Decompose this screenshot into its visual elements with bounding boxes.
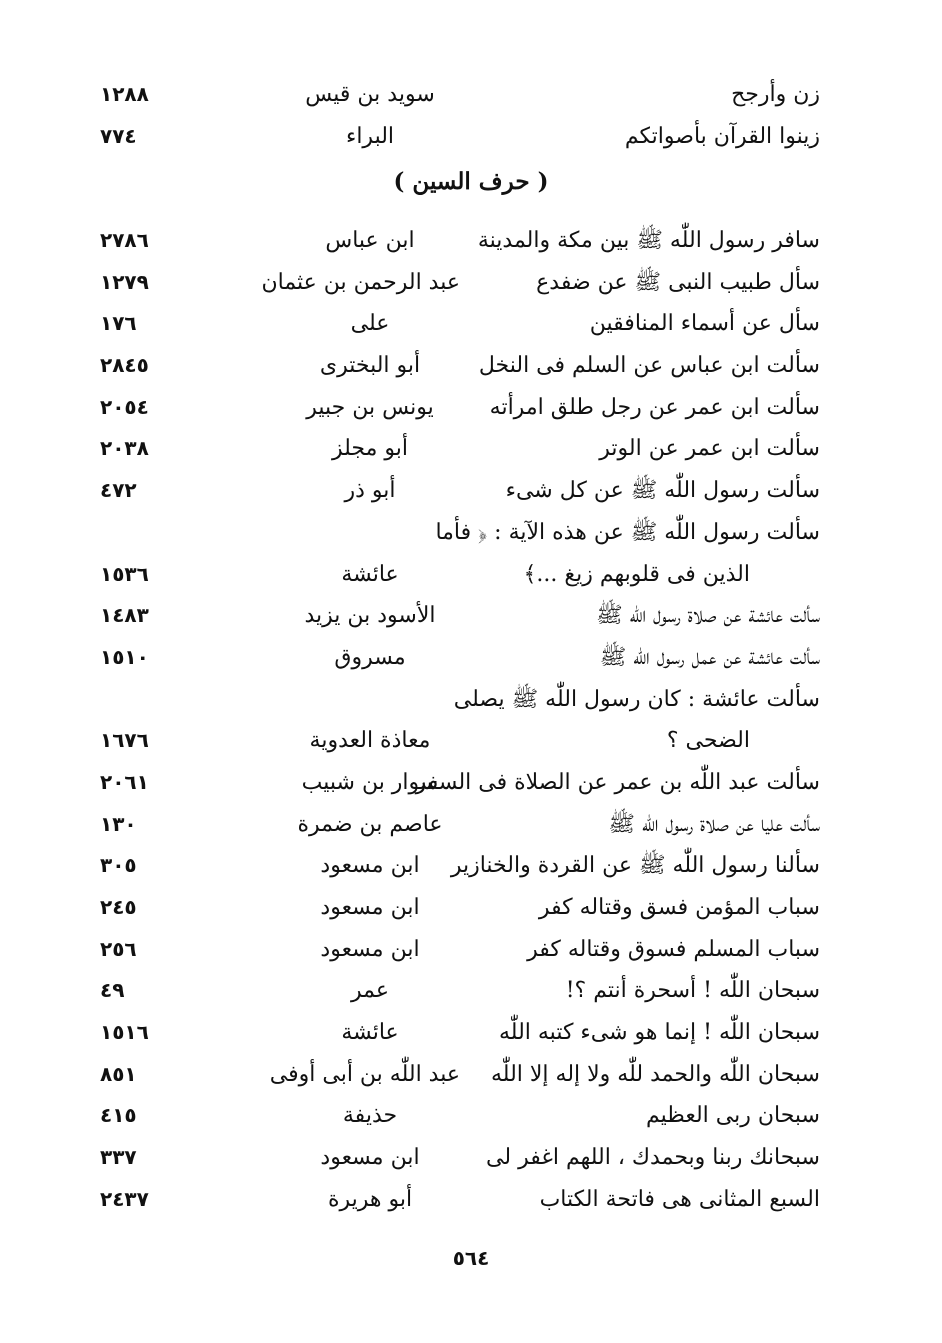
hadith-number: ٤٩ — [100, 978, 125, 1003]
narrator-name: عبد اللّٰه بن أبى أوفى — [269, 1061, 460, 1087]
hadith-number: ١٥٣٦ — [100, 561, 149, 586]
narrator-name: سويد بن قيس — [305, 82, 435, 107]
hadith-number: ٢٧٨٦ — [100, 228, 149, 252]
hadith-text: سألت ابن عمر عن رجل طلق امرأته — [489, 394, 820, 420]
hadith-text: سألت عبد اللّٰه بن عمر عن الصلاة فى السفر — [415, 769, 820, 795]
hadith-text: سبحان ربى العظيم — [646, 1103, 820, 1129]
hadith-number: ١٢٧٩ — [100, 269, 149, 294]
hadith-text: سباب المؤمن فسق وقتاله كفر — [538, 895, 820, 920]
index-rows — [80, 220, 840, 1221]
index-entry — [80, 929, 840, 971]
index-entry — [80, 720, 840, 762]
narrator-name: عاصم بن ضمرة — [297, 811, 443, 837]
index-entry — [80, 512, 840, 554]
index-entry — [80, 387, 840, 429]
hadith-number: ٢٥٦ — [100, 936, 137, 961]
narrator-name: ابن مسعود — [320, 1145, 420, 1171]
top-index-rows — [80, 74, 840, 157]
narrator-name: سوار بن شبيب — [301, 769, 439, 795]
hadith-text: سألت رسول اللّٰه ﷺ عن هذه الآية : ﴿ فأما — [435, 519, 820, 545]
index-entry — [80, 804, 840, 846]
index-entry — [80, 1054, 840, 1096]
hadith-number: ٢٠٣٨ — [100, 436, 149, 461]
narrator-name: ابن مسعود — [320, 895, 420, 920]
hadith-number: ٤١٥ — [100, 1103, 137, 1128]
hadith-number: ١٦٧٦ — [100, 728, 149, 753]
section-heading: ( حرف السين ) — [393, 168, 549, 195]
hadith-text: سألت عليا عن صلاة رسول اللّٰه ﷺ — [608, 811, 820, 837]
hadith-number: ١٥١٠ — [100, 644, 149, 669]
narrator-name: حذيفة — [342, 1103, 398, 1129]
narrator-name: عمر — [351, 978, 389, 1004]
hadith-text: زن وأرجح — [731, 82, 820, 107]
hadith-number: ١٥١٦ — [100, 1020, 149, 1045]
hadith-number: ٢٨٤٥ — [100, 353, 149, 378]
index-entry — [80, 679, 840, 721]
hadith-number: ١٧٦ — [100, 311, 137, 336]
hadith-text: سألت ابن عمر عن الوتر — [599, 436, 820, 462]
hadith-text: سبحان اللّٰه ! إنما هو شىء كتبه اللّٰه — [499, 1020, 820, 1046]
hadith-text: الضحى ؟ — [666, 728, 750, 754]
index-entry — [80, 887, 840, 929]
narrator-name: مسروق — [334, 644, 406, 670]
hadith-number: ٢٠٥٤ — [100, 394, 149, 419]
hadith-text: سألت ابن عباس عن السلم فى النخل — [478, 353, 820, 379]
hadith-text: سبحان اللّٰه والحمد للّٰه ولا إله إلا اللّٰه — [490, 1061, 820, 1087]
narrator-name: عائشة — [341, 561, 399, 587]
hadith-text: سأل عن أسماء المنافقين — [589, 311, 820, 337]
hadith-text: سبحانك ربنا وبحمدك ، اللهم اغفر لى — [486, 1145, 820, 1171]
index-entry — [80, 470, 840, 512]
hadith-number: ١٤٨٣ — [100, 603, 149, 628]
hadith-text: سألت عائشة عن عمل رسول اللّٰه ﷺ — [599, 644, 820, 670]
narrator-name: أبو البخترى — [319, 353, 421, 379]
narrator-name: ابن مسعود — [320, 853, 420, 879]
hadith-text: سألت عائشة : كان رسول اللّٰه ﷺ يصلى — [453, 686, 820, 712]
hadith-number: ٣٠٥ — [100, 853, 137, 878]
hadith-text: سباب المسلم فسوق وقتاله كفر — [527, 936, 820, 962]
narrator-name: ابن عباس — [325, 228, 415, 253]
hadith-text: سألنا رسول اللّٰه ﷺ عن القردة والخنازير — [450, 853, 820, 879]
index-entry — [80, 762, 840, 804]
hadith-text: سألت رسول اللّٰه ﷺ عن كل شىء — [505, 478, 820, 504]
index-entry — [80, 845, 840, 887]
index-entry — [80, 74, 840, 116]
index-entry — [80, 220, 840, 262]
index-entry — [80, 345, 840, 387]
index-entry — [80, 1095, 840, 1137]
hadith-text: سافر رسول اللّٰه ﷺ بين مكة والمدينة — [477, 228, 820, 253]
index-entry — [80, 262, 840, 304]
index-entry — [80, 303, 840, 345]
narrator-name: يونس بن جبير — [306, 394, 434, 420]
hadith-number: ١٢٨٨ — [100, 82, 149, 106]
hadith-text: سألت عائشة عن صلاة رسول اللّٰه ﷺ — [596, 603, 820, 629]
index-entry — [80, 595, 840, 637]
index-entry — [80, 428, 840, 470]
narrator-name: ابن مسعود — [320, 936, 420, 962]
index-entry — [80, 970, 840, 1012]
hadith-number: ٤٧٢ — [100, 478, 137, 503]
hadith-text: الذين فى قلوبهم زيغ ...﴾ — [523, 561, 750, 587]
narrator-name: أبو ذر — [344, 478, 396, 504]
index-entry — [80, 1012, 840, 1054]
hadith-text: زينوا القرآن بأصواتكم — [624, 123, 820, 149]
narrator-name: عائشة — [341, 1020, 399, 1046]
narrator-name: عبد الرحمن بن عثمان — [261, 269, 460, 295]
hadith-text: سبحان اللّٰه ! أسحرة أنتم ؟! — [565, 978, 820, 1004]
narrator-name: معاذة العدوية — [309, 728, 431, 754]
index-entry — [80, 637, 840, 679]
index-entry — [80, 554, 840, 596]
hadith-number: ٢٤٣٧ — [100, 1186, 149, 1211]
index-entry — [80, 116, 840, 158]
hadith-number: ١٣٠ — [100, 811, 137, 836]
hadith-number: ٢٠٦١ — [100, 769, 149, 794]
page-number: ٥٦٤ — [452, 1246, 490, 1270]
hadith-number: ٢٤٥ — [100, 895, 137, 919]
hadith-number: ٣٣٧ — [100, 1145, 137, 1170]
narrator-name: البراء — [345, 123, 395, 149]
hadith-text: السبع المثانى هى فاتحة الكتاب — [539, 1186, 820, 1212]
narrator-name: على — [350, 311, 390, 337]
narrator-name: أبو مجلز — [331, 436, 408, 462]
hadith-text: سأل طبيب النبى ﷺ عن ضفدع — [536, 269, 820, 295]
hadith-number: ٨٥١ — [100, 1061, 137, 1086]
narrator-name: أبو هريرة — [327, 1186, 413, 1212]
hadith-number: ٧٧٤ — [100, 123, 137, 148]
index-entry — [80, 1179, 840, 1221]
narrator-name: الأسود بن يزيد — [304, 603, 436, 629]
index-entry — [80, 1137, 840, 1179]
